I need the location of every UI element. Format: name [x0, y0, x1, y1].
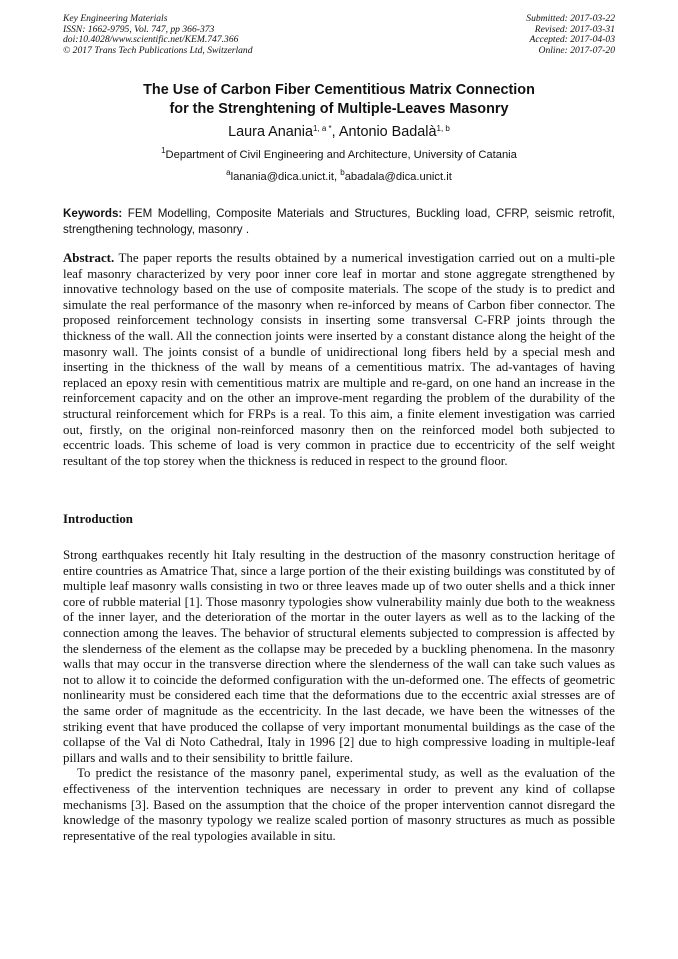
journal-doi: doi:10.4028/www.scientific.net/KEM.747.366	[63, 34, 239, 46]
introduction-paragraph-2: To predict the resistance of the masonry panel, experimental study, as well as the evaluation of the effectiveness of the intervention techniques are necessary in order to prevent any kind of collapse mechanisms [3]. Based on the assumption that the choice of the proper intervention cannot disregard the knowledge of the masonry typology we realize scaled portion of masonry structures as much as possible representative of the real typologies available in situ.	[63, 766, 615, 843]
introduction-paragraph-1: Strong earthquakes recently hit Italy resulting in the destruction of the masonry construction heritage of entire countries as Amatrice That, since a large portion of the their existing buildings was constituted by of multiple leaf masonry walls consisting in two or three leaves made up of two outer shells and a thick inner core of rubble material [1]. Those masonry typologies show vulnerability mainly due both to the weakness of the inner layer, and the deterioration of the mortar in the outer layers as well as to the lacking of the connection among the leaves. The behavior of structural elements subjected to compression is affected by the slenderness of the element as the collapse may be preceded by a buckling phenomena. In the masonry walls that may occur in the transverse direction where the slenderness of the wall can take such values as not to allow it to coincide the deformed configuration with the un-deformed one. The effects of geometric nonlinearity must be considered each time that the deformations due to the eccentric axial stresses are of the same order of magnitude as the eccentricity. In the last decade, we have been the witnesses of the striking event that have produced the collapse of very important monumental buildings as the case of the collapse of the Val di Noto Cathedral, Italy in 1996 [2] due to high compressive loading in multiple-leaf pillars and walls and to their sensibility to brittle failure.	[63, 548, 615, 765]
keywords-block	[63, 206, 615, 237]
journal-name: Key Engineering Materials	[63, 13, 168, 24]
date-online: Online: 2017-07-20	[538, 44, 615, 56]
author-list	[60, 124, 618, 140]
abstract-block	[63, 251, 615, 469]
title-line-1: The Use of Carbon Fiber Cementitious Matrix Connection	[143, 82, 535, 98]
email-b: abadala@dica.unict.it	[344, 171, 452, 183]
publication-dates	[526, 14, 615, 56]
journal-copyright: © 2017 Trans Tech Publications Ltd, Switzerland	[63, 44, 253, 56]
author-2-sup: 1, b	[436, 124, 450, 133]
date-revised: Revised: 2017-03-31	[534, 23, 615, 35]
journal-info	[63, 14, 253, 56]
date-accepted: Accepted: 2017-04-03	[529, 34, 615, 46]
keywords-text: FEM Modelling, Composite Materials and Structures, Buckling load, CFRP, seismic retrofit, strengthening technology, masonry .	[63, 207, 615, 236]
email-b-sup: b	[340, 168, 345, 177]
abstract-label: Abstract.	[63, 251, 115, 265]
title-line-2: for the Strenghtening of Multiple-Leaves Masonry	[169, 101, 509, 117]
author-emails	[60, 168, 618, 183]
abstract-text: The paper reports the results obtained by a numerical investigation carried out on a multi-ple leaf masonry characterized by very poor inner core leaf in mortar and stone aggregate strengthened by innovative technology based on the use of composite materials. The scope of the study is to predict and simulate the real performance of the masonry when re-inforced by means of Carbon fiber connector. The proposed reinforcement technology consists in inserting some transversal C-FRP joints through the thickness of the wall. All the connection joints were inserted by a constant distance along the height of the masonry wall. The joints consist of a bundle of unidirectional long fibers held by a special mesh and inserting in the thickness of the wall by means of a cementitious matrix. The ad-vantages of having replaced an epoxy resin with cementitious matrix are multiple and re-gard, on one hand an increase in the reinforcement capacity and on the other an improve-ment regarding the problem of the durability of the structural reinforcement which for FRPs is a real. To this aim, a finite element investigation was carried out, firstly, on the original non-reinforced masonry then on the reinforced model both subjected to eccentric loads. This scheme of load is very common in practice due to eccentricity of the self weight resultant of the top storey when the thickness is reduced in respect to the ground floor.	[63, 251, 615, 468]
author-1-name: Laura Anania	[228, 124, 313, 140]
journal-issn: ISSN: 1662-9795, Vol. 747, pp 366-373	[63, 23, 215, 35]
affiliation-text: Department of Civil Engineering and Architecture, University of Catania	[165, 149, 517, 161]
author-2-name: Antonio Badalà	[338, 124, 437, 140]
email-a: lanania@dica.unict.it,	[230, 171, 341, 183]
affiliation	[60, 146, 618, 161]
paper-title	[60, 81, 618, 119]
introduction-body	[63, 548, 615, 844]
introduction-heading: Introduction	[63, 512, 133, 526]
date-submitted: Submitted: 2017-03-22	[526, 13, 615, 24]
author-1-sup: 1, a *	[312, 124, 332, 133]
email-a-sup: a	[226, 168, 231, 177]
affiliation-sup: 1	[161, 146, 166, 155]
keywords-label: Keywords:	[63, 207, 123, 220]
author-separator: ,	[331, 124, 339, 140]
